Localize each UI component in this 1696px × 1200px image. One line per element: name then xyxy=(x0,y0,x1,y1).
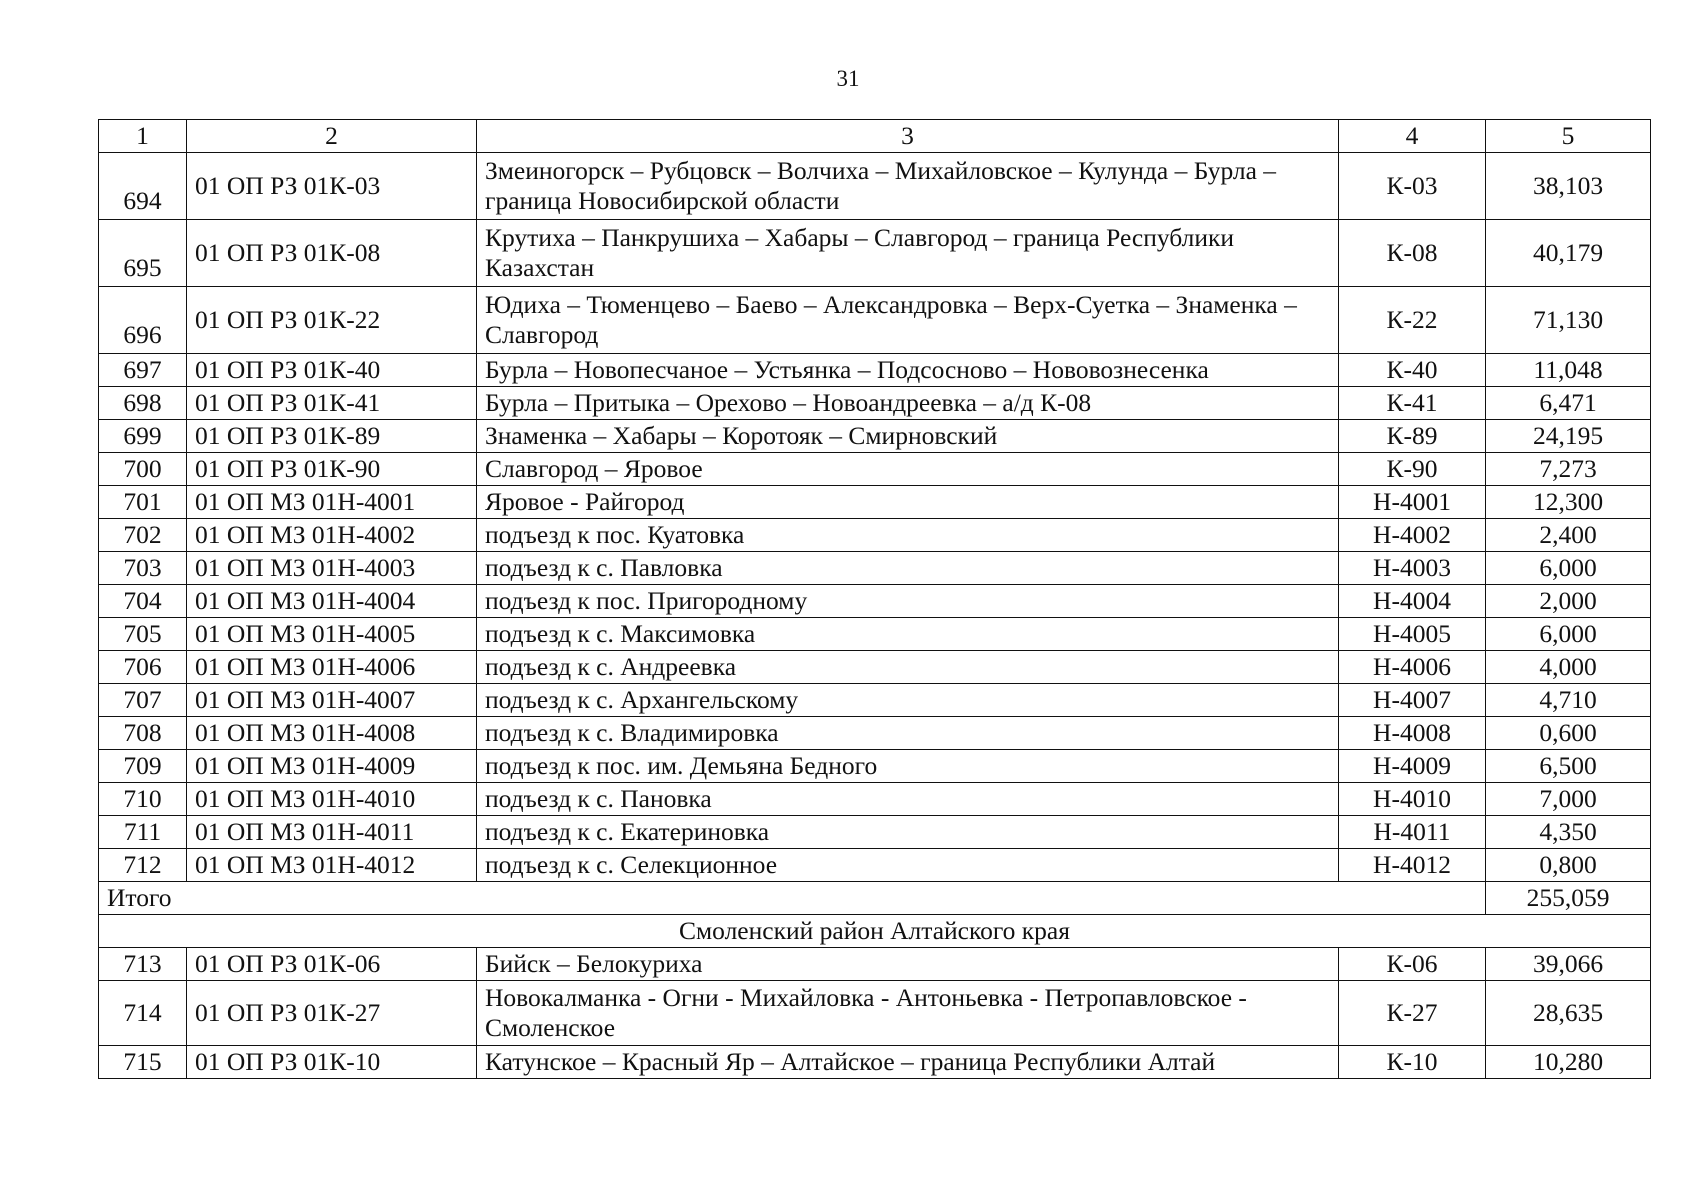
row-number: 702 xyxy=(99,519,187,552)
table-row xyxy=(99,651,1651,684)
row-number: 705 xyxy=(99,618,187,651)
road-length: 28,635 xyxy=(1486,981,1651,1046)
road-length: 2,400 xyxy=(1486,519,1651,552)
road-code: 01 ОП МЗ 01Н-4011 xyxy=(187,816,477,849)
table-row xyxy=(99,287,1651,354)
road-length: 12,300 xyxy=(1486,486,1651,519)
road-length: 6,471 xyxy=(1486,387,1651,420)
road-name: подъезд к с. Архангельскому xyxy=(477,684,1339,717)
road-index: К-90 xyxy=(1339,453,1486,486)
row-number: 695 xyxy=(99,220,187,287)
table-row xyxy=(99,948,1651,981)
road-index: К-08 xyxy=(1339,220,1486,287)
row-number: 698 xyxy=(99,387,187,420)
road-index: Н-4010 xyxy=(1339,783,1486,816)
road-code: 01 ОП МЗ 01Н-4002 xyxy=(187,519,477,552)
table-row xyxy=(99,153,1651,220)
road-index: К-27 xyxy=(1339,981,1486,1046)
road-code: 01 ОП МЗ 01Н-4001 xyxy=(187,486,477,519)
road-code: 01 ОП РЗ 01К-22 xyxy=(187,287,477,354)
row-number: 696 xyxy=(99,287,187,354)
road-name: Знаменка – Хабары – Коротояк – Смирновский xyxy=(477,420,1339,453)
road-code: 01 ОП РЗ 01К-03 xyxy=(187,153,477,220)
road-index: К-22 xyxy=(1339,287,1486,354)
road-length: 11,048 xyxy=(1486,354,1651,387)
road-length: 4,710 xyxy=(1486,684,1651,717)
column-header-2: 2 xyxy=(187,120,477,153)
road-name: Славгород – Яровое xyxy=(477,453,1339,486)
row-number: 704 xyxy=(99,585,187,618)
table-row xyxy=(99,387,1651,420)
road-name: подъезд к с. Максимовка xyxy=(477,618,1339,651)
road-length: 0,800 xyxy=(1486,849,1651,882)
road-code: 01 ОП МЗ 01Н-4007 xyxy=(187,684,477,717)
row-number: 701 xyxy=(99,486,187,519)
table-row xyxy=(99,486,1651,519)
table-row xyxy=(99,453,1651,486)
road-name: Яровое - Райгород xyxy=(477,486,1339,519)
road-index: Н-4004 xyxy=(1339,585,1486,618)
road-code: 01 ОП МЗ 01Н-4004 xyxy=(187,585,477,618)
road-length: 38,103 xyxy=(1486,153,1651,220)
road-length: 24,195 xyxy=(1486,420,1651,453)
road-code: 01 ОП МЗ 01Н-4006 xyxy=(187,651,477,684)
road-length: 10,280 xyxy=(1486,1046,1651,1079)
table-row xyxy=(99,354,1651,387)
road-index: Н-4006 xyxy=(1339,651,1486,684)
road-code: 01 ОП МЗ 01Н-4005 xyxy=(187,618,477,651)
header-row xyxy=(99,120,1651,153)
table-row xyxy=(99,783,1651,816)
road-name: подъезд к пос. Пригородному xyxy=(477,585,1339,618)
row-number: 713 xyxy=(99,948,187,981)
road-code: 01 ОП МЗ 01Н-4003 xyxy=(187,552,477,585)
road-name: Бурла – Новопесчаное – Устьянка – Подсосново – Нововознесенка xyxy=(477,354,1339,387)
road-length: 6,000 xyxy=(1486,618,1651,651)
road-index: Н-4012 xyxy=(1339,849,1486,882)
road-code: 01 ОП МЗ 01Н-4010 xyxy=(187,783,477,816)
road-name: подъезд к с. Пановка xyxy=(477,783,1339,816)
section-row xyxy=(99,915,1651,948)
table-row xyxy=(99,585,1651,618)
row-number: 706 xyxy=(99,651,187,684)
road-code: 01 ОП РЗ 01К-10 xyxy=(187,1046,477,1079)
road-index: Н-4011 xyxy=(1339,816,1486,849)
road-code: 01 ОП МЗ 01Н-4009 xyxy=(187,750,477,783)
row-number: 708 xyxy=(99,717,187,750)
row-number: 710 xyxy=(99,783,187,816)
road-length: 2,000 xyxy=(1486,585,1651,618)
table-row xyxy=(99,717,1651,750)
road-code: 01 ОП РЗ 01К-27 xyxy=(187,981,477,1046)
road-length: 6,000 xyxy=(1486,552,1651,585)
section-title: Смоленский район Алтайского края xyxy=(99,915,1651,948)
road-name: подъезд к пос. Куатовка xyxy=(477,519,1339,552)
road-index: К-41 xyxy=(1339,387,1486,420)
road-name: Юдиха – Тюменцево – Баево – Александровка – Верх-Суетка – Знаменка – Славгород xyxy=(477,287,1339,354)
road-index: К-40 xyxy=(1339,354,1486,387)
table-row xyxy=(99,220,1651,287)
road-code: 01 ОП РЗ 01К-90 xyxy=(187,453,477,486)
road-index: К-06 xyxy=(1339,948,1486,981)
road-index: Н-4001 xyxy=(1339,486,1486,519)
row-number: 714 xyxy=(99,981,187,1046)
road-name: подъезд к с. Екатериновка xyxy=(477,816,1339,849)
table-row xyxy=(99,981,1651,1046)
table-row xyxy=(99,816,1651,849)
road-length: 71,130 xyxy=(1486,287,1651,354)
road-code: 01 ОП МЗ 01Н-4008 xyxy=(187,717,477,750)
road-index: Н-4009 xyxy=(1339,750,1486,783)
road-name: подъезд к с. Андреевка xyxy=(477,651,1339,684)
road-length: 39,066 xyxy=(1486,948,1651,981)
row-number: 711 xyxy=(99,816,187,849)
table-row xyxy=(99,750,1651,783)
road-code: 01 ОП РЗ 01К-40 xyxy=(187,354,477,387)
row-number: 707 xyxy=(99,684,187,717)
road-code: 01 ОП РЗ 01К-06 xyxy=(187,948,477,981)
road-length: 6,500 xyxy=(1486,750,1651,783)
road-code: 01 ОП РЗ 01К-08 xyxy=(187,220,477,287)
row-number: 699 xyxy=(99,420,187,453)
road-name: Катунское – Красный Яр – Алтайское – граница Республики Алтай xyxy=(477,1046,1339,1079)
road-length: 7,000 xyxy=(1486,783,1651,816)
row-number: 697 xyxy=(99,354,187,387)
row-number: 709 xyxy=(99,750,187,783)
road-name: подъезд к с. Селекционное xyxy=(477,849,1339,882)
road-name: подъезд к пос. им. Демьяна Бедного xyxy=(477,750,1339,783)
road-code: 01 ОП МЗ 01Н-4012 xyxy=(187,849,477,882)
column-header-4: 4 xyxy=(1339,120,1486,153)
road-index: Н-4005 xyxy=(1339,618,1486,651)
row-number: 715 xyxy=(99,1046,187,1079)
road-index: К-03 xyxy=(1339,153,1486,220)
road-name: подъезд к с. Павловка xyxy=(477,552,1339,585)
column-header-5: 5 xyxy=(1486,120,1651,153)
road-index: К-89 xyxy=(1339,420,1486,453)
road-length: 0,600 xyxy=(1486,717,1651,750)
table-row xyxy=(99,684,1651,717)
table-row xyxy=(99,519,1651,552)
row-number: 712 xyxy=(99,849,187,882)
road-length: 4,000 xyxy=(1486,651,1651,684)
road-name: Бийск – Белокуриха xyxy=(477,948,1339,981)
road-name: подъезд к с. Владимировка xyxy=(477,717,1339,750)
row-number: 694 xyxy=(99,153,187,220)
row-number: 703 xyxy=(99,552,187,585)
table-row xyxy=(99,849,1651,882)
road-index: К-10 xyxy=(1339,1046,1486,1079)
road-name: Крутиха – Панкрушиха – Хабары – Славгород – граница Республики Казахстан xyxy=(477,220,1339,287)
road-index: Н-4003 xyxy=(1339,552,1486,585)
page-number: 31 xyxy=(836,66,860,91)
road-length: 7,273 xyxy=(1486,453,1651,486)
road-code: 01 ОП РЗ 01К-41 xyxy=(187,387,477,420)
road-index: Н-4007 xyxy=(1339,684,1486,717)
column-header-3: 3 xyxy=(477,120,1339,153)
road-name: Змеиногорск – Рубцовск – Волчиха – Михайловское – Кулунда – Бурла – граница Новосибирской области xyxy=(477,153,1339,220)
row-number: 700 xyxy=(99,453,187,486)
table-row xyxy=(99,1046,1651,1079)
road-name: Новокалманка - Огни - Михайловка - Антоньевка - Петропавловское - Смоленское xyxy=(477,981,1339,1046)
column-header-1: 1 xyxy=(99,120,187,153)
road-code: 01 ОП РЗ 01К-89 xyxy=(187,420,477,453)
table-row xyxy=(99,420,1651,453)
road-index: Н-4002 xyxy=(1339,519,1486,552)
road-name: Бурла – Притыка – Орехово – Новоандреевка – а/д К-08 xyxy=(477,387,1339,420)
road-index: Н-4008 xyxy=(1339,717,1486,750)
total-row xyxy=(99,882,1651,915)
total-value: 255,059 xyxy=(1486,882,1651,915)
table-row xyxy=(99,618,1651,651)
total-label: Итого xyxy=(99,882,1486,915)
road-length: 4,350 xyxy=(1486,816,1651,849)
table-row xyxy=(99,552,1651,585)
road-length: 40,179 xyxy=(1486,220,1651,287)
roads-table xyxy=(98,119,1651,1079)
